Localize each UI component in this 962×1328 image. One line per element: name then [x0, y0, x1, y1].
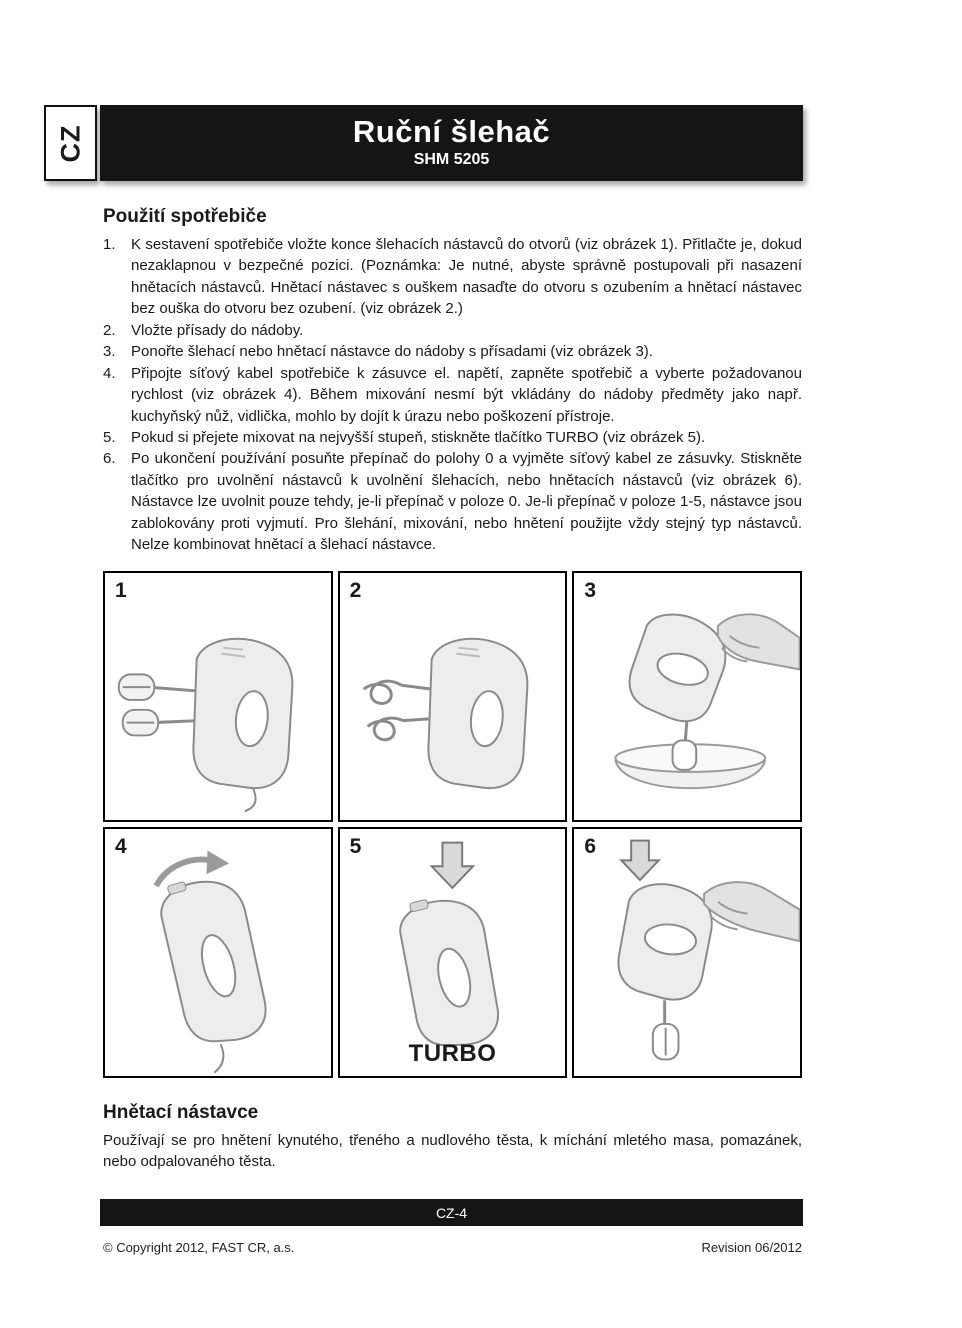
mixer-body-illustration	[623, 606, 734, 728]
list-item-text: Ponořte šlehací nebo hnětací nástavce do nádoby s přísadami (viz obrázek 3).	[131, 343, 653, 361]
figure-number: 6	[584, 834, 597, 858]
mixer-body-illustration	[149, 867, 286, 1076]
footer-line	[103, 1240, 802, 1255]
mixer-body-illustration	[615, 880, 716, 1003]
beater-in-bowl-icon	[673, 740, 697, 770]
figure-3	[572, 571, 802, 822]
figure-1-illustration	[105, 573, 331, 820]
figures-grid	[103, 571, 802, 1078]
list-item	[103, 427, 802, 448]
figure-number: 5	[349, 834, 362, 858]
page-number-label: CZ-4	[435, 1204, 468, 1221]
figure-number: 1	[115, 578, 127, 602]
mixer-body-illustration	[428, 638, 527, 787]
figure-3-illustration	[574, 573, 800, 820]
figure-6	[572, 827, 802, 1078]
beater-attachment-icon	[119, 674, 158, 735]
list-item-text: K sestavení spotřebiče vložte konce šlehacích nástavců do otvorů (viz obrázek 1). Přitlačte je, dokud nezaklapnou v bezpečné pozici. (Poznámka: Je nutné, abyste správně postupovali při nasazení hnětacích nástavců. Hnětací nástavec s ouškem nasaďte do otvoru s ozubením a hnětací nástavec bez ouška do otvoru bez ozubení. (viz obrázek 2.)	[131, 236, 802, 318]
figure-4	[103, 827, 333, 1078]
list-item	[103, 320, 802, 341]
content-area	[103, 206, 802, 1172]
list-item	[103, 448, 802, 555]
list-item-text: Připojte síťový kabel spotřebiče k zásuvce el. napětí, zapněte spotřebič a vyberte požadovanou rychlost (viz obrázek 4). Během mixování nesmí být vkládány do nádoby předměty jako např. kuchyňský nůž, vidlička, mohlo by dojít k úrazu nebo poškození přístroje.	[131, 364, 802, 425]
revision-text: Revision 06/2012	[701, 1240, 802, 1255]
figure-5-illustration	[340, 829, 566, 1076]
hand-illustration	[718, 614, 800, 669]
turbo-label: TURBO	[408, 1039, 497, 1067]
list-item	[103, 234, 802, 320]
list-item-number: 1.	[103, 236, 116, 253]
hand-illustration	[704, 882, 800, 941]
language-tab	[44, 105, 97, 181]
figure-5	[338, 827, 568, 1078]
list-item-number: 3.	[103, 343, 116, 361]
figure-2	[338, 571, 568, 822]
ejected-beater-icon	[653, 1000, 679, 1059]
product-title: Ruční šlehač	[352, 114, 551, 149]
list-item-number: 5.	[103, 428, 116, 446]
down-arrow-icon	[431, 842, 472, 887]
model-number: SHM 5205	[413, 151, 490, 168]
header-bar	[100, 105, 803, 181]
copyright-text: © Copyright 2012, FAST CR, a.s.	[103, 1240, 295, 1255]
mixer-body-illustration	[389, 887, 510, 1055]
list-item	[103, 341, 802, 362]
list-item-text: Po ukončení používání posuňte přepínač do polohy 0 a vyjměte síťový kabel ze zásuvky. Stiskněte tlačítko pro uvolnění nástavců k uvolnění šlehacích, nebo hnětacích nástavců (viz obrázek 6). Nástavce lze uvolnit pouze tehdy, je-li přepínač v poloze 0. Je-li přepínač v poloze 1-5, nástavce jsou zablokovány proti vyjmutí. Pro šlehání, mixování, nebo hnětení použijte vždy stejný typ nástavců. Nelze kombinovat hnětací a šlehací nástavce.	[131, 450, 802, 554]
mixer-body-illustration	[193, 638, 292, 810]
list-item-number: 6.	[103, 450, 116, 468]
list-item-text: Pokud si přejete mixovat na nejvyšší stupeň, stiskněte tlačítko TURBO (viz obrázek 5).	[131, 428, 706, 446]
section-heading-hooks: Hnětací nástavce	[103, 1101, 259, 1123]
list-item-text: Vložte přísady do nádoby.	[131, 321, 304, 339]
dough-hook-icon	[363, 681, 402, 740]
figure-1	[103, 571, 333, 822]
figure-number: 4	[115, 834, 127, 858]
figure-4-illustration	[105, 829, 331, 1076]
figure-number: 2	[349, 578, 362, 602]
list-item-number: 4.	[103, 364, 116, 382]
language-tab-label: CZ	[55, 124, 85, 162]
down-arrow-icon	[622, 840, 659, 879]
figure-2-illustration	[340, 573, 566, 820]
figure-number: 3	[584, 578, 597, 602]
list-item	[103, 363, 802, 427]
section-hooks-text: Používají se pro hnětení kynutého, třeného a nudlového těsta, k míchání mletého masa, pomazánek, nebo odpalovaného těsta.	[103, 1131, 802, 1170]
page-number-bar	[100, 1199, 803, 1226]
section-heading-usage: Použití spotřebiče	[103, 206, 267, 227]
instruction-list	[103, 234, 802, 556]
curved-arrow-icon	[156, 850, 229, 885]
figure-6-illustration	[574, 829, 800, 1076]
list-item-number: 2.	[103, 321, 116, 339]
